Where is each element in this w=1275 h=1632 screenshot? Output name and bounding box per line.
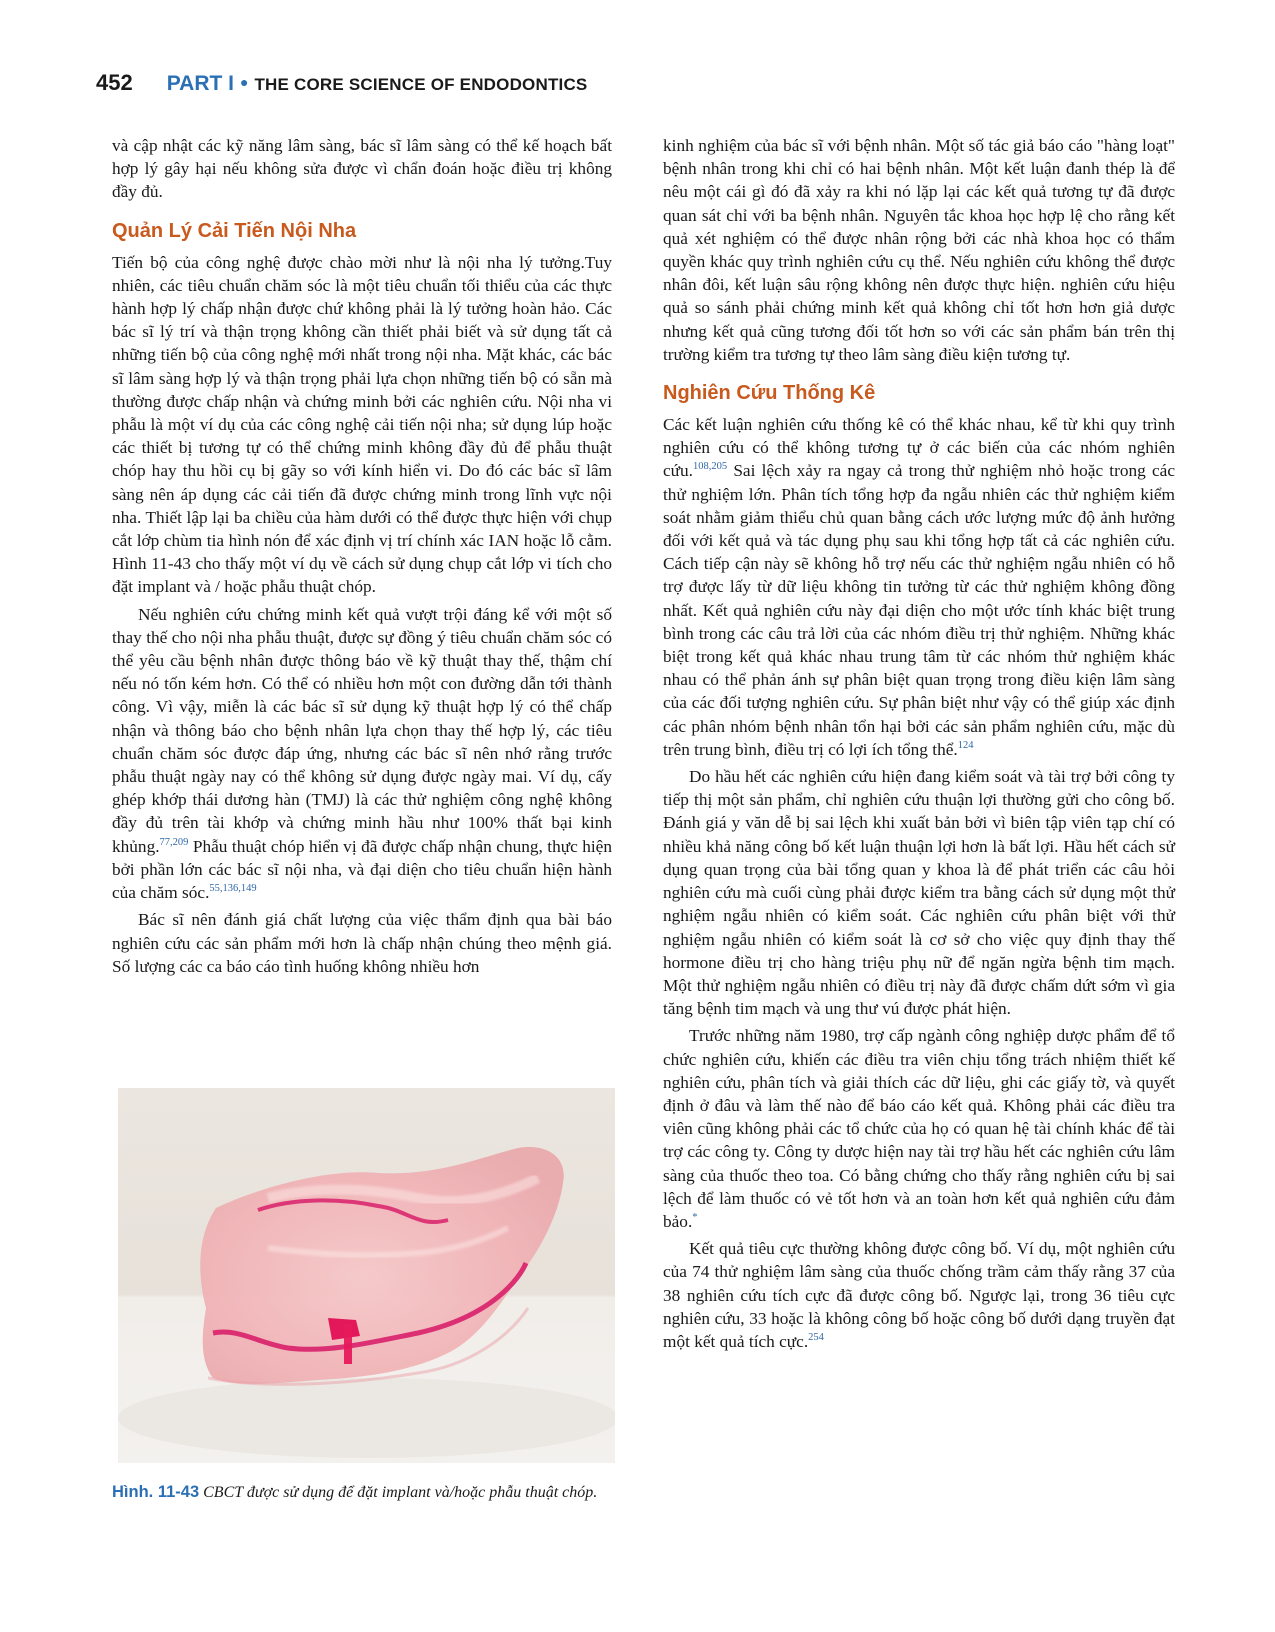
citation-ref[interactable]: 124	[957, 740, 974, 752]
paragraph	[663, 1237, 1175, 1353]
citation-ref[interactable]: 108,205	[693, 461, 728, 473]
citation-ref[interactable]: 77,209	[159, 836, 189, 848]
caption-text: CBCT được sử dụng để đặt implant và/hoặc phẫu thuật chóp.	[203, 1484, 598, 1501]
citation-ref[interactable]: 254	[808, 1332, 824, 1344]
paragraph-text: Nếu nghiên cứu chứng minh kết quả vượt trội đáng kể với một số thay thế cho nội nha phẫu thuật, được sự đồng ý tiêu chuẩn chăm sóc có thể yêu cầu bệnh nhân được thông báo về kỹ thuật thay thế, thậm chí nếu nó tốn kém hơn. Có thể có nhiều hơn một con đường dẫn tới thành công. Vì vậy, miễn là các bác sĩ sử dụng kỹ thuật hợp lý có thể chấp nhận và thông báo cho bệnh nhân lựa chọn thay thế hợp lý, các tiêu chuẩn chăm sóc được đáp ứng, nhưng các bác sĩ nên nhớ rằng trước phẫu thuật ngày nay có thể không sử dụng được ngày mai. Ví dụ, cấy ghép khớp thái dương hàn (TMJ) là các thử nghiệm công nghệ không đầy đủ trên tài khớp và chứng minh hầu như 100% thất bại kinh khủng.	[112, 604, 612, 856]
surgical-guide-photo	[118, 1088, 615, 1463]
section-heading: Quản Lý Cải Tiến Nội Nha	[112, 219, 357, 242]
citation-ref[interactable]: 55,136,149	[209, 883, 257, 895]
part-label: PART I	[166, 72, 234, 95]
paragraph	[112, 603, 612, 905]
paragraph: Tiến bộ của công nghệ được chào mời như là nội nha lý tưởng.Tuy nhiên, các tiêu chuẩn chăm sóc là một tiêu chuẩn tối thiểu của các thực hành hợp lý chấp nhận được chứ không phải là lý tưởng hoàn hảo. Các bác sĩ lý trí và thận trọng không cần thiết phải biết và sử dụng tất cả những tiến bộ của công nghệ mới nhất trong nội nha. Mặt khác, các bác sĩ lâm sàng hợp lý và thận trọng phải lựa chọn những tiến bộ có sẵn mà thường được chấp nhận và chứng minh bởi các nghiên cứu. Nội nha vi phẫu là một ví dụ của các công nghệ cải tiến nội nha; sử dụng lúp hoặc các thiết bị tương tự có thể chứng minh không đầy đủ để phẫu thuật chóp hay thu hồi cụ bị gãy so với kính hiển vi. Do đó các bác sĩ lâm sàng nên áp dụng các cải tiến đã được chứng minh trong lĩnh vực nội nha. Thiết lập lại ba chiều của hàm dưới có thể được thực hiện với chụp cắt lớp chùm tia hình nón để xác định vị trí chính xác IAN hoặc lỗ cằm. Hình 11-43 cho thấy một ví dụ về cách sử dụng chụp cắt lớp vi tích cho đặt implant và / hoặc phẫu thuật chóp.	[112, 252, 612, 597]
paragraph: Bác sĩ nên đánh giá chất lượng của việc thẩm định qua bài báo nghiên cứu các sản phẩm mới hơn là chấp nhận chúng theo mệnh giá. Số lượng các ca báo cáo tình huống không nhiều hơn	[112, 910, 612, 976]
paragraph-text: Phẫu thuật chóp hiển vị đã được chấp nhận chung, thực hiện bởi phần lớn các bác sĩ nội nha, và đại diện cho tiêu chuẩn hiện hành của chăm sóc.	[112, 836, 612, 903]
section-heading: Nghiên Cứu Thống Kê	[663, 382, 876, 405]
figure-image	[118, 1088, 615, 1463]
running-header	[96, 70, 587, 110]
footnote-ref[interactable]: *	[692, 1212, 698, 1224]
paragraph: và cập nhật các kỹ năng lâm sàng, bác sĩ lâm sàng có thể kế hoạch bất hợp lý gây hại nếu không sửa được vì chẩn đoán hoặc điều trị không đầy đủ.	[112, 136, 612, 202]
paragraph: kinh nghiệm của bác sĩ với bệnh nhân. Một số tác giả báo cáo "hàng loạt" bệnh nhân trong khi chỉ có hai bệnh nhân. Một kết luận đanh thép là để nêu một cái gì đó đã xảy ra khi nó lặp lại các kết quả tương tự đã được quan sát chỉ với ba bệnh nhân. Nguyên tắc khoa học hợp lệ cho rằng kết quả xét nghiệm có thể được nhân rộng bởi các nhà khoa học có thẩm quyền khác quy trình nghiên cứu cụ thể. Nếu nghiên cứu không thể được nhân đôi, kết luận sâu rộng không nên được thực hiện. nghiên cứu hiệu quả so sánh phải chứng minh kết quả không chỉ tốt hơn hơn giả dược nhưng kết quả cũng tương đối tốt hơn so với các sản phẩm bán trên thị trường kiểm tra tương tự theo lâm sàng điều kiện tương tự.	[663, 136, 1175, 364]
paragraph: Do hầu hết các nghiên cứu hiện đang kiểm soát và tài trợ bởi công ty tiếp thị một sản phẩm, chỉ nghiên cứu thuận lợi thường gửi cho công bố. Đánh giá y văn dễ bị sai lệch khi xuất bản bởi vì biên tập viên tạp chí có nhiều khả năng công bố kết luận thuận lợi hơn là bất lợi. Hầu hết cách sử dụng quan trọng của bài tổng quan y khoa là để phát triển các câu hỏi nghiên cứu mà cuối cùng phải được kiểm tra bằng cách sử dụng một thử nghiệm ngẫu nhiên có kiểm soát. Các nghiên cứu phân biệt với thử nghiệm ngẫu nhiên có kiểm soát là cơ sở cho việc quy định thay thế hormone điều trị cho hàng triệu phụ nữ để ngăn ngừa bệnh tim mạch. Một thử nghiệm ngẫu nhiên có điều trị này đã được chấm dứt sớm vì gia tăng bệnh tim mạch và ung thư vú được phát hiện.	[663, 767, 1175, 1019]
left-column	[112, 134, 612, 978]
paragraph-text: Kết quả tiêu cực thường không được công bố. Ví dụ, một nghiên cứu của 74 thử nghiệm lâm sàng của thuốc chống trầm cảm thấy rằng 37 của 38 nghiên cứu tích cực đã được công bố. Ngược lại, trong 36 tiêu cực nghiên cứu, 33 hoặc là không công bố hoặc công bố dưới dạng truyền đạt một kết quả tích cực.	[663, 1239, 1175, 1351]
figure-caption	[112, 1482, 617, 1503]
paragraph-text: Sai lệch xảy ra ngay cả trong thử nghiệm nhỏ hoặc trong các thử nghiệm lớn. Phân tích tổng hợp đa ngẫu nhiên các thử nghiệm kiểm soát nhằm giảm thiểu chủ quan bằng cách ước lượng mức độ ảnh hưởng đối với kết quả và tác dụng phụ sau khi tổng hợp tất cả các nghiên cứu. Cách tiếp cận này sẽ không hỗ trợ nếu các thử nghiệm ngẫu nhiên có hỗ trợ được lấy từ dữ liệu không tin tưởng từ các thử nghiệm không đồng nhất. Kết quả nghiên cứu này đại diện cho một ước tính khác biệt trung bình trong các câu trả lời của các nhóm điều trị thử nghiệm. Những khác biệt trong kết quả khác nhau trung tâm từ các nhóm thử nghiệm khác nhau có thể phản ánh sự phân biệt quan trọng trong điều kiện lâm sàng của các đối tượng nghiên cứu. Sự phân biệt như vậy có thể giúp xác định các phân nhóm bệnh nhân tổn hại bởi các sản phẩm nghiên cứu, mặc dù trên trung bình, điều trị có lợi ích tổng thể.	[663, 461, 1175, 759]
paragraph	[663, 1024, 1175, 1233]
bullet-dot-icon: ●	[240, 76, 249, 91]
page-number: 452	[96, 70, 133, 95]
paragraph-text: Các kết luận nghiên cứu thống kê có thể khác nhau, kể từ khi quy trình nghiên cứu có thể không tương tự ở các biến của các nhóm nghiên cứu.	[663, 415, 1175, 481]
paragraph	[663, 413, 1175, 761]
paragraph-text: Trước những năm 1980, trợ cấp ngành công nghiệp dược phẩm để tổ chức nghiên cứu, khiến các điều tra viên chịu tổng trách nhiệm thiết kế nghiên cứu, phân tích và giải thích các dữ liệu, ghi các giấy tờ, và quyết định ở đâu và làm thế nào để báo cáo kết quả. Không phải các điều tra viên cũng không phải các tổ chức của họ có quan hệ tài chính khác để tài trợ các công ty. Công ty dược hiện nay tài trợ hầu hết các nghiên cứu lâm sàng của thuốc theo toa. Có bằng chứng cho thấy rằng nghiên cứu bị sai lệch để làm thuốc có vẻ tốt hơn và an toàn hơn kết quả nghiên cứu đảm bảo.	[663, 1026, 1175, 1231]
right-column	[663, 134, 1175, 1353]
book-title: THE CORE SCIENCE OF ENDODONTICS	[254, 75, 588, 94]
figure-label: Hình. 11-43	[112, 1483, 200, 1501]
